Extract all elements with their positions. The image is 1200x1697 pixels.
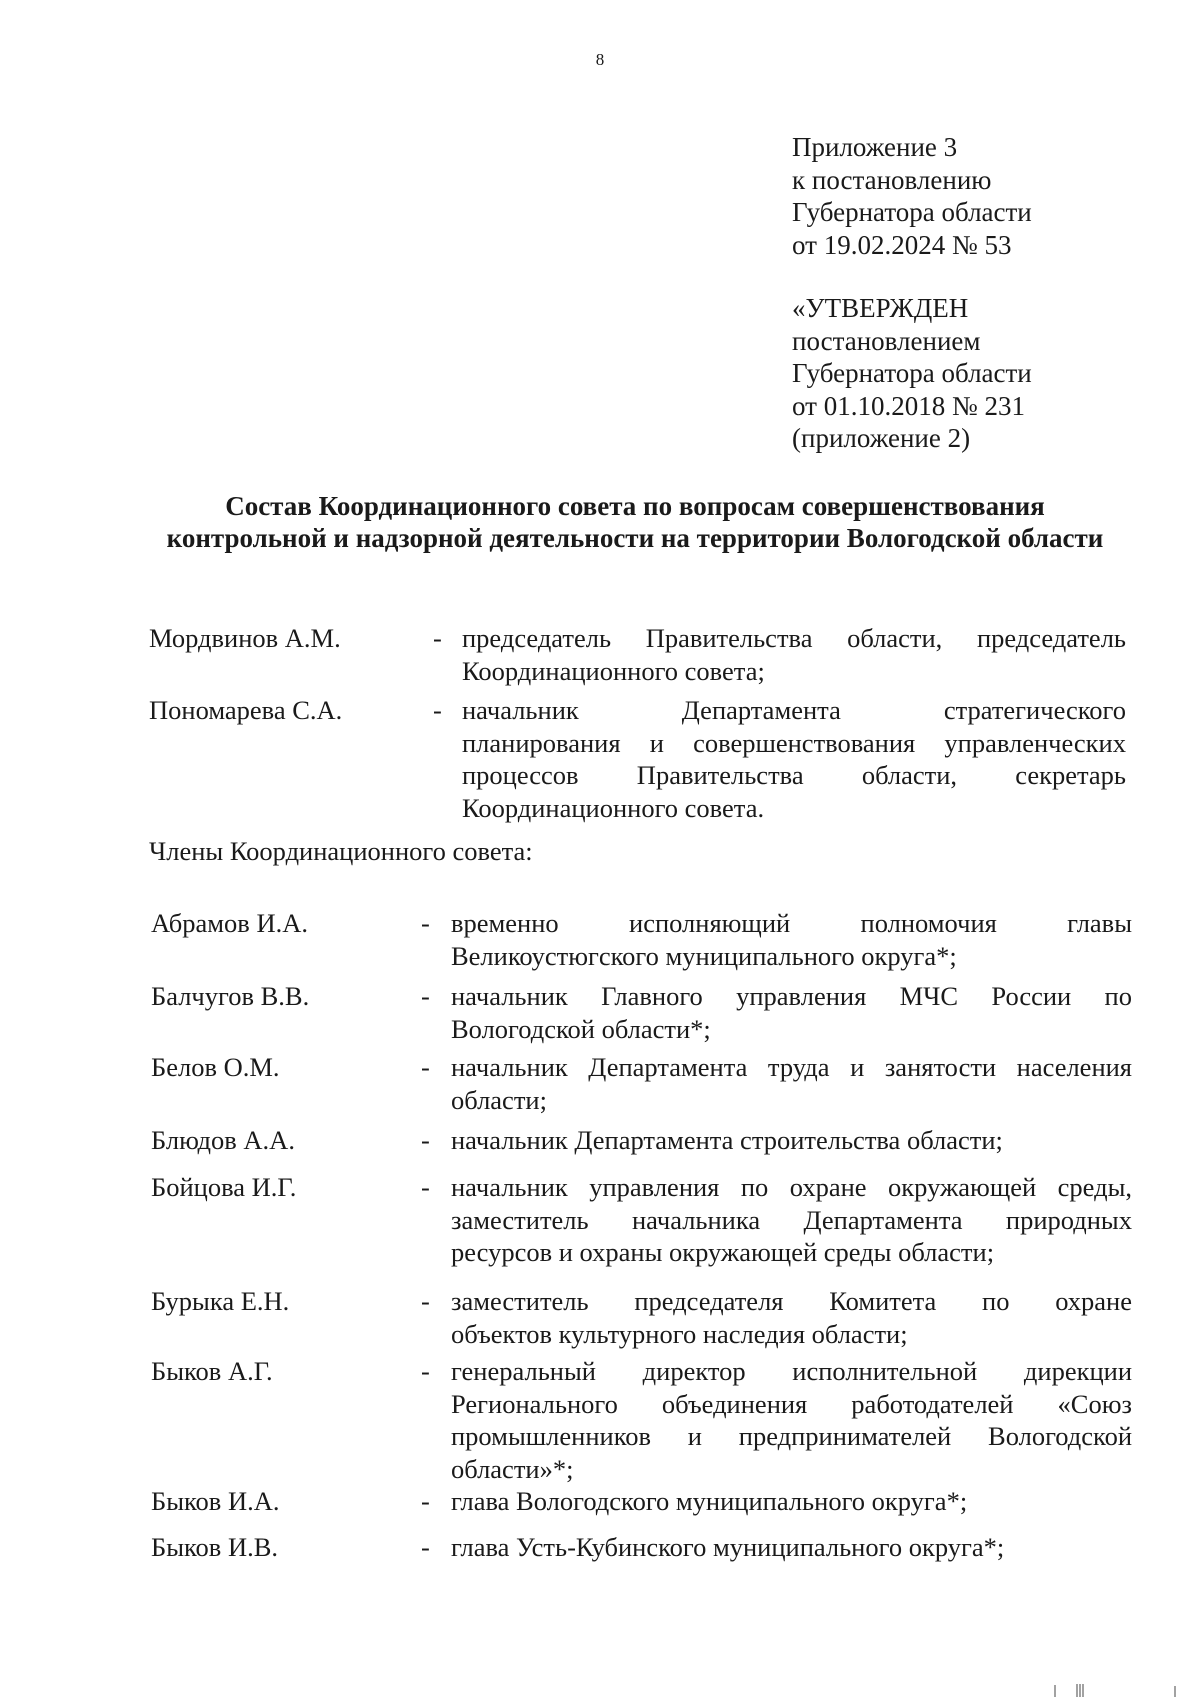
member-name: Балчугов В.В. [151,981,310,1011]
member-position [451,1171,1132,1269]
dash-separator: - [421,1052,430,1082]
title-line: Состав Координационного совета по вопросам совершенствования [225,491,1045,521]
position-line: начальник управления по охране окружающей среды, [451,1172,1132,1202]
position-line: планирования и совершенствования управленческих [462,727,1126,758]
position-line: заместитель председателя Комитета по охране [451,1286,1132,1316]
page-number: 8 [595,50,605,69]
position-line: Координационного совета; [462,655,765,686]
approval-line: (приложение 2) [792,423,971,454]
member-position [462,694,1126,824]
position-line: начальник Департамента стратегического [462,695,1126,725]
member-position [451,1531,1132,1564]
member-name: Бойцова И.Г. [151,1172,297,1202]
dash-separator: - [421,1125,430,1155]
position-line: Координационного совета. [462,792,765,823]
position-line: заместитель начальника Департамента природных [451,1204,1132,1235]
member-name: Быков А.Г. [151,1356,273,1386]
dash-separator: - [421,1172,430,1202]
position-line: объектов культурного наследия области; [451,1318,908,1349]
position-line: глава Вологодского муниципального округа*; [451,1486,968,1516]
appendix-line: от 19.02.2024 № 53 [792,229,1012,260]
position-line: области»*; [451,1453,574,1484]
member-position [451,1051,1132,1116]
dash-separator: - [421,1356,430,1386]
position-line: генеральный директор исполнительной дирекции [451,1356,1132,1386]
position-line: глава Усть-Кубинского муниципального округа*; [451,1532,1005,1562]
member-name: Абрамов И.А. [151,908,308,938]
position-line: начальник Главного управления МЧС России по [451,981,1132,1011]
dash-separator: - [421,1532,430,1562]
position-line: области; [451,1084,547,1115]
dash-separator: - [421,1286,430,1316]
approval-line: «УТВЕРЖДЕН [792,293,969,323]
member-name: Белов О.М. [151,1052,280,1082]
appendix-block [792,131,1032,261]
approval-block [792,292,1032,455]
member-position [462,622,1126,687]
position-line: председатель Правительства области, председатель [462,623,1126,653]
appendix-line: Губернатора области [792,197,1032,228]
member-position [451,1355,1132,1485]
member-name: Бурыка Е.Н. [151,1286,290,1316]
member-position [451,1285,1132,1350]
member-name: Блюдов А.А. [151,1125,295,1155]
member-position [451,907,1132,972]
member-name: Мордвинов А.М. [149,623,341,653]
position-line: временно исполняющий полномочия главы [451,908,1132,938]
member-position [451,1485,1132,1518]
position-line: промышленников и предпринимателей Вологодской [451,1421,1132,1451]
dash-separator: - [421,981,430,1011]
dash-separator: - [433,623,442,653]
title-line: контрольной и надзорной деятельности на территории Вологодской области [166,523,1104,553]
approval-line: от 01.10.2018 № 231 [792,390,1025,421]
dash-separator: - [421,908,430,938]
member-name: Пономарева С.А. [149,695,343,725]
document-title [140,490,1130,554]
position-line: Вологодской области*; [451,1013,711,1044]
members-heading: Члены Координационного совета: [149,836,533,866]
appendix-line: Приложение 3 [792,132,958,162]
appendix-line: к постановлению [792,164,992,195]
member-name: Быков И.В. [151,1532,279,1562]
position-line: Великоустюгского муниципального округа*; [451,940,957,971]
position-line: Регионального объединения работодателей «Союз [451,1388,1132,1419]
position-line: начальник Департамента строительства области; [451,1125,1003,1155]
member-position [451,1124,1132,1157]
member-name: Быков И.А. [151,1486,280,1516]
position-line: процессов Правительства области, секретарь [462,760,1126,790]
position-line: начальник Департамента труда и занятости населения [451,1052,1132,1082]
approval-line: постановлением [792,325,981,356]
member-position [451,980,1132,1045]
dash-separator: - [433,695,442,725]
dash-separator: - [421,1486,430,1516]
scan-edge-marks [1035,1682,1185,1697]
approval-line: Губернатора области [792,358,1032,389]
position-line: ресурсов и охраны окружающей среды области; [451,1237,995,1267]
